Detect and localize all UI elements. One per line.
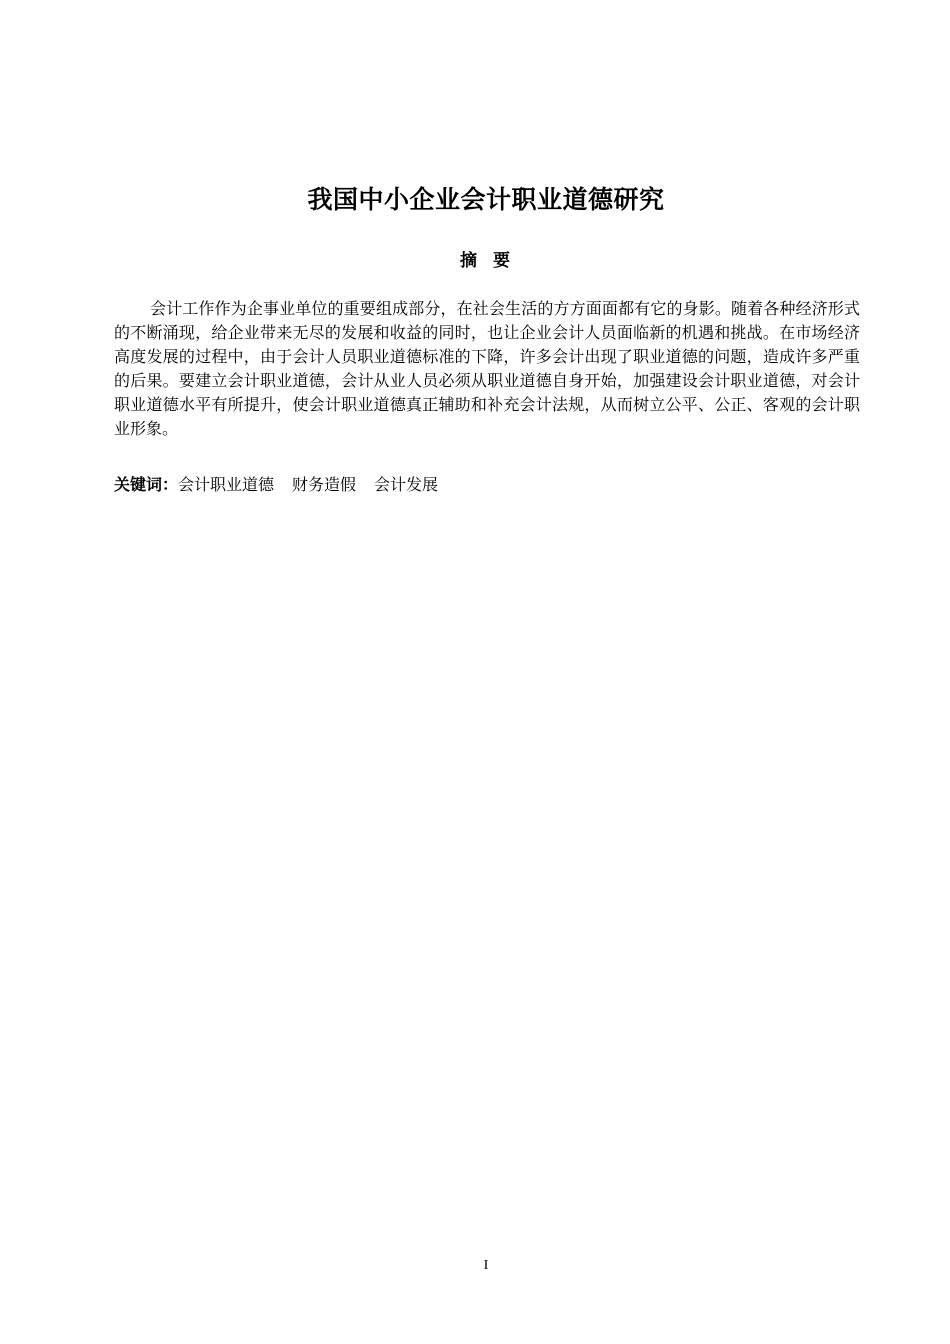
- abstract-body: 会计工作作为企事业单位的重要组成部分，在社会生活的方方面面都有它的身影。随着各种经济形式的不断涌现，给企业带来无尽的发展和收益的同时，也让企业会计人员面临新的机遇和挑战。在市场经济高度发展的过程中，由于会计人员职业道德标准的下降，许多会计出现了职业道德的问题，造成许多严重的后果。要建立会计职业道德，会计从业人员必须从职业道德自身开始，加强建设会计职业道德，对会计职业道德水平有所提升，使会计职业道德真正辅助和补充会计法规，从而树立公平、公正、客观的会计职业形象。: [114, 299, 860, 438]
- keyword-item: 会计职业道德: [178, 475, 275, 494]
- page-number: I: [483, 1258, 489, 1273]
- keywords-line: [114, 473, 860, 497]
- keyword-item: 会计发展: [374, 475, 439, 494]
- abstract-heading: 摘要: [460, 251, 526, 271]
- document-title: 我国中小企业会计职业道德研究: [307, 185, 665, 214]
- keywords-label: 关键词：: [114, 475, 179, 494]
- keyword-item: 财务造假: [292, 475, 357, 494]
